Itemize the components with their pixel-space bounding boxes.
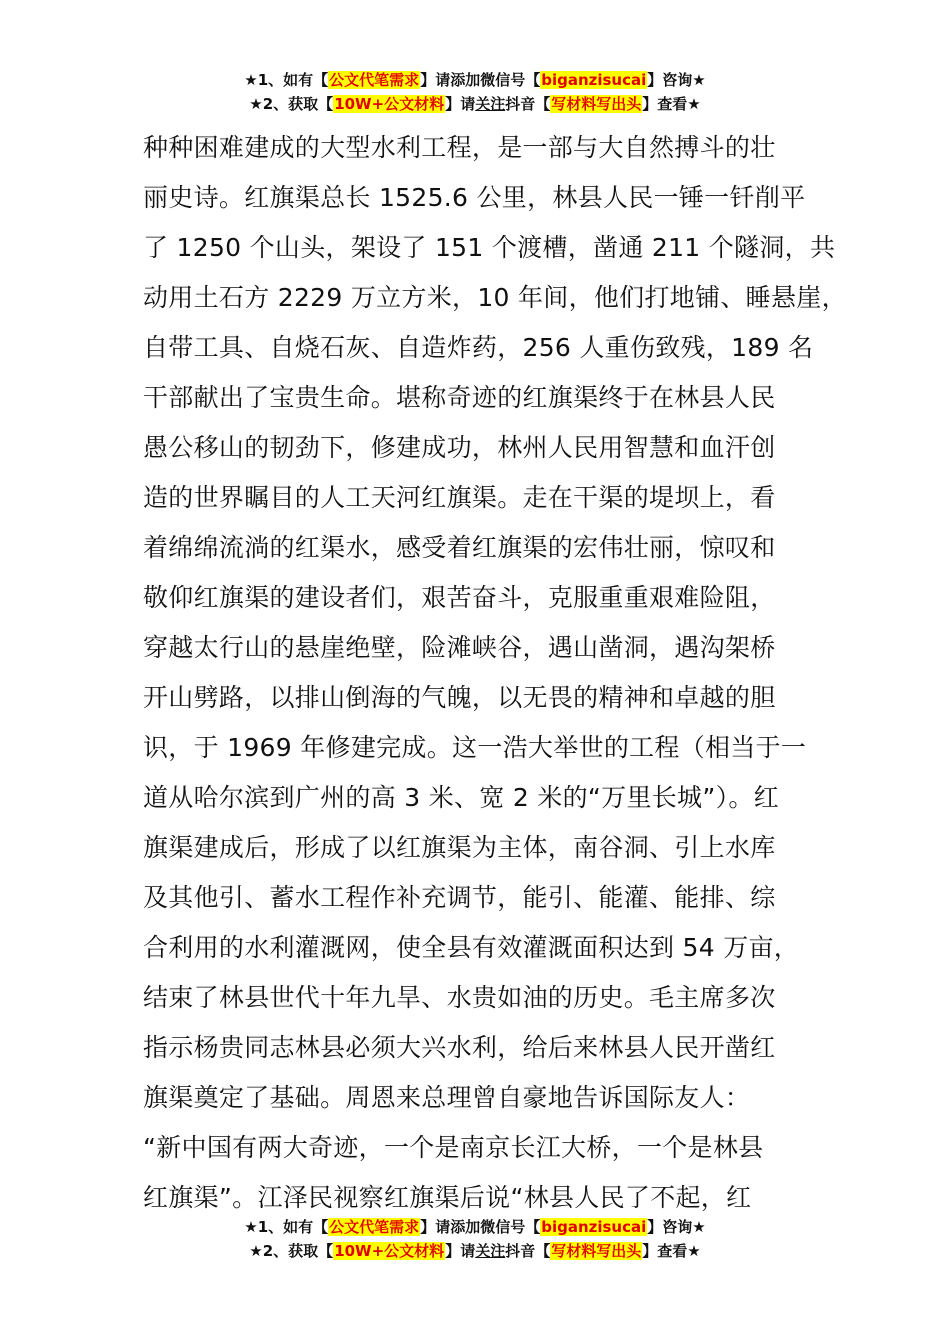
body-line: 旗渠奠定了基础。周恩来总理曾自豪地告诉国际友人： — [143, 1083, 751, 1112]
promo-underlined-follow: 关注 — [475, 95, 506, 113]
body-line: 丽史诗。红旗渠总长 1525.6 公里，林县人民一锤一钎削平 — [143, 183, 806, 212]
body-line: 敬仰红旗渠的建设者们，艰苦奋斗，克服重重艰难险阻， — [143, 583, 776, 612]
promo-line-2: ★2、获取【10W+公文材料】请关注抖音【写材料写出头】查看★ — [249, 1242, 701, 1260]
body-line: 着绵绵流淌的红渠水，感受着红旗渠的宏伟壮丽，惊叹和 — [143, 533, 776, 562]
body-line: 合利用的水利灌溉网，使全县有效灌溉面积达到 54 万亩， — [143, 933, 800, 962]
promo-wechat-id: biganzisucai — [541, 1218, 647, 1236]
body-line: 动用土石方 2229 万立方米，10 年间，他们打地铺、睡悬崖， — [143, 283, 847, 312]
promo-douyin-account: 写材料写出头 — [551, 1242, 642, 1260]
promo-underlined-follow: 关注 — [475, 1242, 506, 1260]
body-line: 开山劈路，以排山倒海的气魄，以无畏的精神和卓越的胆 — [143, 683, 776, 712]
body-line: 干部献出了宝贵生命。堪称奇迹的红旗渠终于在林县人民 — [143, 383, 776, 412]
promo-line-2: ★2、获取【10W+公文材料】请关注抖音【写材料写出头】查看★ — [249, 95, 701, 113]
header-promo-banner — [0, 68, 950, 116]
body-line: 指示杨贵同志林县必须大兴水利，给后来林县人民开凿红 — [143, 1033, 776, 1062]
body-line: 识，于 1969 年修建完成。这一浩大举世的工程（相当于一 — [143, 733, 807, 762]
promo-highlight-materials: 10W+公文材料 — [334, 1242, 445, 1260]
body-line: 旗渠建成后，形成了以红旗渠为主体，南谷洞、引上水库 — [143, 833, 776, 862]
promo-highlight-service: 公文代笔需求 — [329, 1218, 420, 1236]
body-line: 愚公移山的韧劲下，修建成功，林州人民用智慧和血汗创 — [143, 433, 776, 462]
document-body-text — [143, 123, 847, 1223]
body-line: 红旗渠”。江泽民视察红旗渠后说“林县人民了不起，红 — [143, 1183, 752, 1212]
body-line: 穿越太行山的悬崖绝壁，险滩峡谷，遇山凿洞，遇沟架桥 — [143, 633, 776, 662]
promo-wechat-id: biganzisucai — [541, 71, 647, 89]
body-line: 及其他引、蓄水工程作补充调节，能引、能灌、能排、综 — [143, 883, 776, 912]
body-line: 了 1250 个山头，架设了 151 个渡槽，凿通 211 个隧洞，共 — [143, 233, 836, 262]
body-line: 结束了林县世代十年九旱、水贵如油的历史。毛主席多次 — [143, 983, 776, 1012]
body-line: 造的世界瞩目的人工天河红旗渠。走在干渠的堤坝上，看 — [143, 483, 776, 512]
promo-line-1: ★1、如有【公文代笔需求】请添加微信号【biganzisucai】咨询★ — [244, 1218, 706, 1236]
promo-douyin-account: 写材料写出头 — [551, 95, 642, 113]
promo-highlight-service: 公文代笔需求 — [329, 71, 420, 89]
promo-highlight-materials: 10W+公文材料 — [334, 95, 445, 113]
body-line: 道从哈尔滨到广州的高 3 米、宽 2 米的“万里长城”）。红 — [143, 783, 780, 812]
body-line: 自带工具、自烧石灰、自造炸药，256 人重伤致残，189 名 — [143, 333, 814, 362]
promo-line-1: ★1、如有【公文代笔需求】请添加微信号【biganzisucai】咨询★ — [244, 71, 706, 89]
body-line: 种种困难建成的大型水利工程，是一部与大自然搏斗的壮 — [143, 133, 776, 162]
footer-promo-banner — [0, 1215, 950, 1263]
body-line: “新中国有两大奇迹，一个是南京长江大桥，一个是林县 — [143, 1133, 764, 1162]
